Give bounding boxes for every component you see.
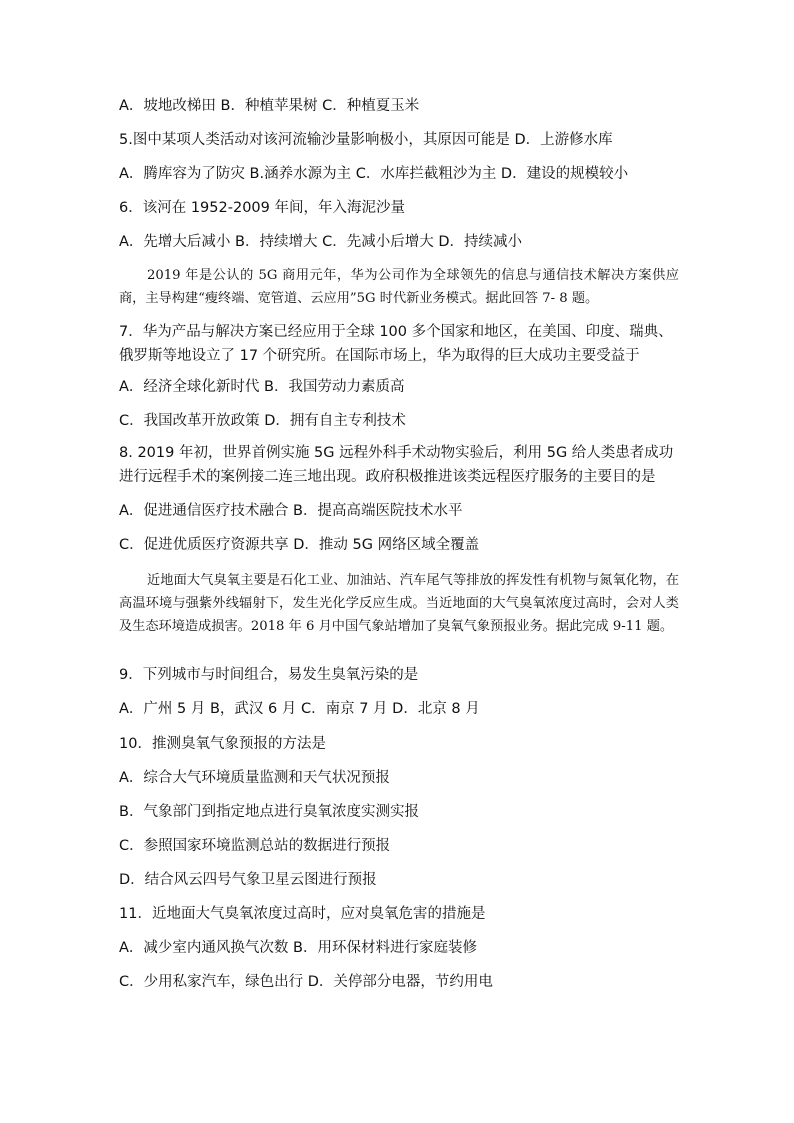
passage-5g: 2019 年是公认的 5G 商用元年，华为公司作为全球领先的信息与通信技术解决方案供应商，主导构建“瘦终端、宽管道、云应用”5G 时代新业务模式。据此回答 7- 8 题。	[119, 268, 679, 306]
q6-stem: 6．该河在 1952-2009 年间，年入海泥沙量	[119, 200, 405, 216]
q11-options-ab: A．减少室内通风换气次数 B．用环保材料进行家庭装修	[119, 940, 477, 956]
q5-options: A．腾库容为了防灾 B.涵养水源为主 C．水库拦截粗沙为主 D．建设的规模较小	[119, 166, 629, 182]
q10-option-d: D．结合风云四号气象卫星云图进行预报	[119, 872, 377, 888]
q9-stem: 9．下列城市与时间组合，易发生臭氧污染的是	[119, 667, 419, 683]
q11-options-cd: C．少用私家汽车，绿色出行 D．关停部分电器，节约用电	[119, 974, 493, 990]
q10-option-b: B．气象部门到指定地点进行臭氧浓度实测实报	[119, 804, 419, 820]
q7-stem: 7．华为产品与解决方案已经应用于全球 100 多个国家和地区，在美国、印度、瑞典、俄罗斯等地设立了 17 个研究所。在国际市场上，华为取得的巨大成功主要受益于	[119, 324, 673, 364]
q4-options: A．坡地改梯田 B．种植苹果树 C．种植夏玉米	[119, 98, 420, 114]
q8-options-ab: A．促进通信医疗技术融合 B．提高高端医院技术水平	[119, 503, 463, 519]
q10-option-a: A．综合大气环境质量监测和天气状况预报	[119, 770, 390, 786]
q5-stem: 5.图中某项人类活动对该河流输沙量影响极小，其原因可能是 D．上游修水库	[119, 132, 613, 148]
q6-options: A．先增大后减小 B．持续增大 C．先减小后增大 D．持续减小	[119, 234, 522, 250]
q10-option-c: C．参照国家环境监测总站的数据进行预报	[119, 838, 391, 854]
q8-stem: 8. 2019 年初，世界首例实施 5G 远程外科手术动物实验后，利用 5G 给人类患者成功进行远程手术的案例接二连三地出现。政府积极推进该类远程医疗服务的主要目的是	[119, 445, 674, 485]
q11-stem: 11．近地面大气臭氧浓度过高时，应对臭氧危害的措施是	[119, 906, 486, 922]
q9-options: A．广州 5 月 B，武汉 6 月 C．南京 7 月 D．北京 8 月	[119, 701, 480, 717]
passage-ozone: 近地面大气臭氧主要是石化工业、加油站、汽车尾气等排放的挥发性有机物与氮氧化物，在高温环境与强紫外线辐射下，发生光化学反应生成。当近地面的大气臭氧浓度过高时，会对人类及生态环境造成损害。2018 年 6 月中国气象站增加了臭氧气象预报业务。据此完成 9-11 题。	[119, 573, 679, 634]
q10-stem: 10．推测臭氧气象预报的方法是	[119, 736, 326, 752]
q7-options-cd: C．我国改革开放政策 D．拥有自主专利技术	[119, 413, 406, 429]
q7-options-ab: A．经济全球化新时代 B．我国劳动力素质高	[119, 379, 405, 395]
q8-options-cd: C．促进优质医疗资源共享 D．推动 5G 网络区域全覆盖	[119, 537, 480, 553]
